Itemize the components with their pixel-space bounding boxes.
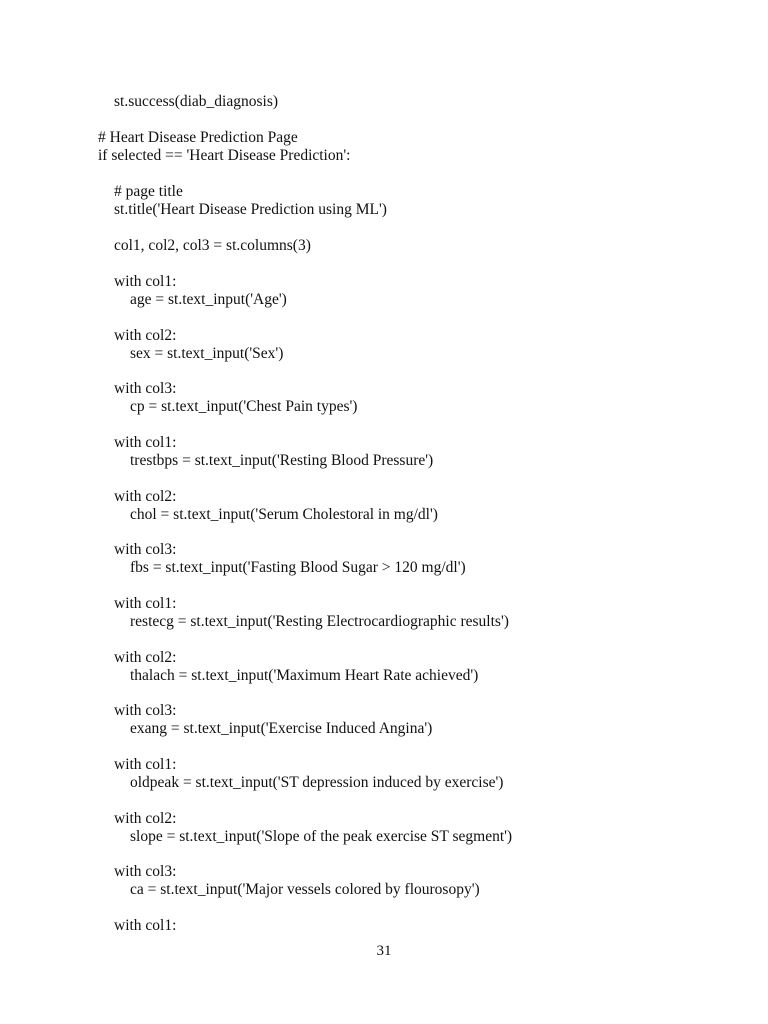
code-line: fbs = st.text_input('Fasting Blood Sugar > 120 mg/dl') — [130, 559, 466, 576]
code-line: with col1: — [114, 595, 177, 612]
code-line: slope = st.text_input('Slope of the peak exercise ST segment') — [130, 828, 513, 845]
code-comment: # Heart Disease Prediction Page — [98, 129, 298, 146]
code-line: with col3: — [114, 380, 177, 397]
code-line: restecg = st.text_input('Resting Electrocardiographic results') — [130, 613, 509, 630]
code-line: age = st.text_input('Age') — [130, 291, 287, 308]
page-number: 31 — [376, 943, 392, 959]
code-line: with col1: — [114, 273, 177, 290]
code-line: st.success(diab_diagnosis) — [114, 93, 279, 110]
code-line: thalach = st.text_input('Maximum Heart Rate achieved') — [130, 667, 479, 684]
code-line: if selected == 'Heart Disease Prediction': — [98, 147, 351, 164]
code-line: with col2: — [114, 810, 177, 827]
code-line: with col2: — [114, 488, 177, 505]
code-line: ca = st.text_input('Major vessels colored by flourosopy') — [130, 881, 480, 898]
code-line: chol = st.text_input('Serum Cholestoral in mg/dl') — [130, 506, 438, 523]
code-line: trestbps = st.text_input('Resting Blood Pressure') — [130, 452, 434, 469]
code-line: st.title('Heart Disease Prediction using ML') — [114, 201, 387, 218]
code-line: with col2: — [114, 649, 177, 666]
code-line: sex = st.text_input('Sex') — [130, 345, 284, 362]
code-line: with col1: — [114, 434, 177, 451]
code-line: cp = st.text_input('Chest Pain types') — [130, 398, 358, 415]
code-comment: # page title — [114, 183, 183, 200]
code-line: with col3: — [114, 541, 177, 558]
code-line: with col1: — [114, 917, 177, 934]
code-line: col1, col2, col3 = st.columns(3) — [114, 237, 311, 254]
code-line: with col2: — [114, 327, 177, 344]
code-line: exang = st.text_input('Exercise Induced Angina') — [130, 720, 433, 737]
code-line: with col3: — [114, 863, 177, 880]
code-line: with col3: — [114, 702, 177, 719]
code-line: oldpeak = st.text_input('ST depression induced by exercise') — [130, 774, 504, 791]
code-line: with col1: — [114, 756, 177, 773]
